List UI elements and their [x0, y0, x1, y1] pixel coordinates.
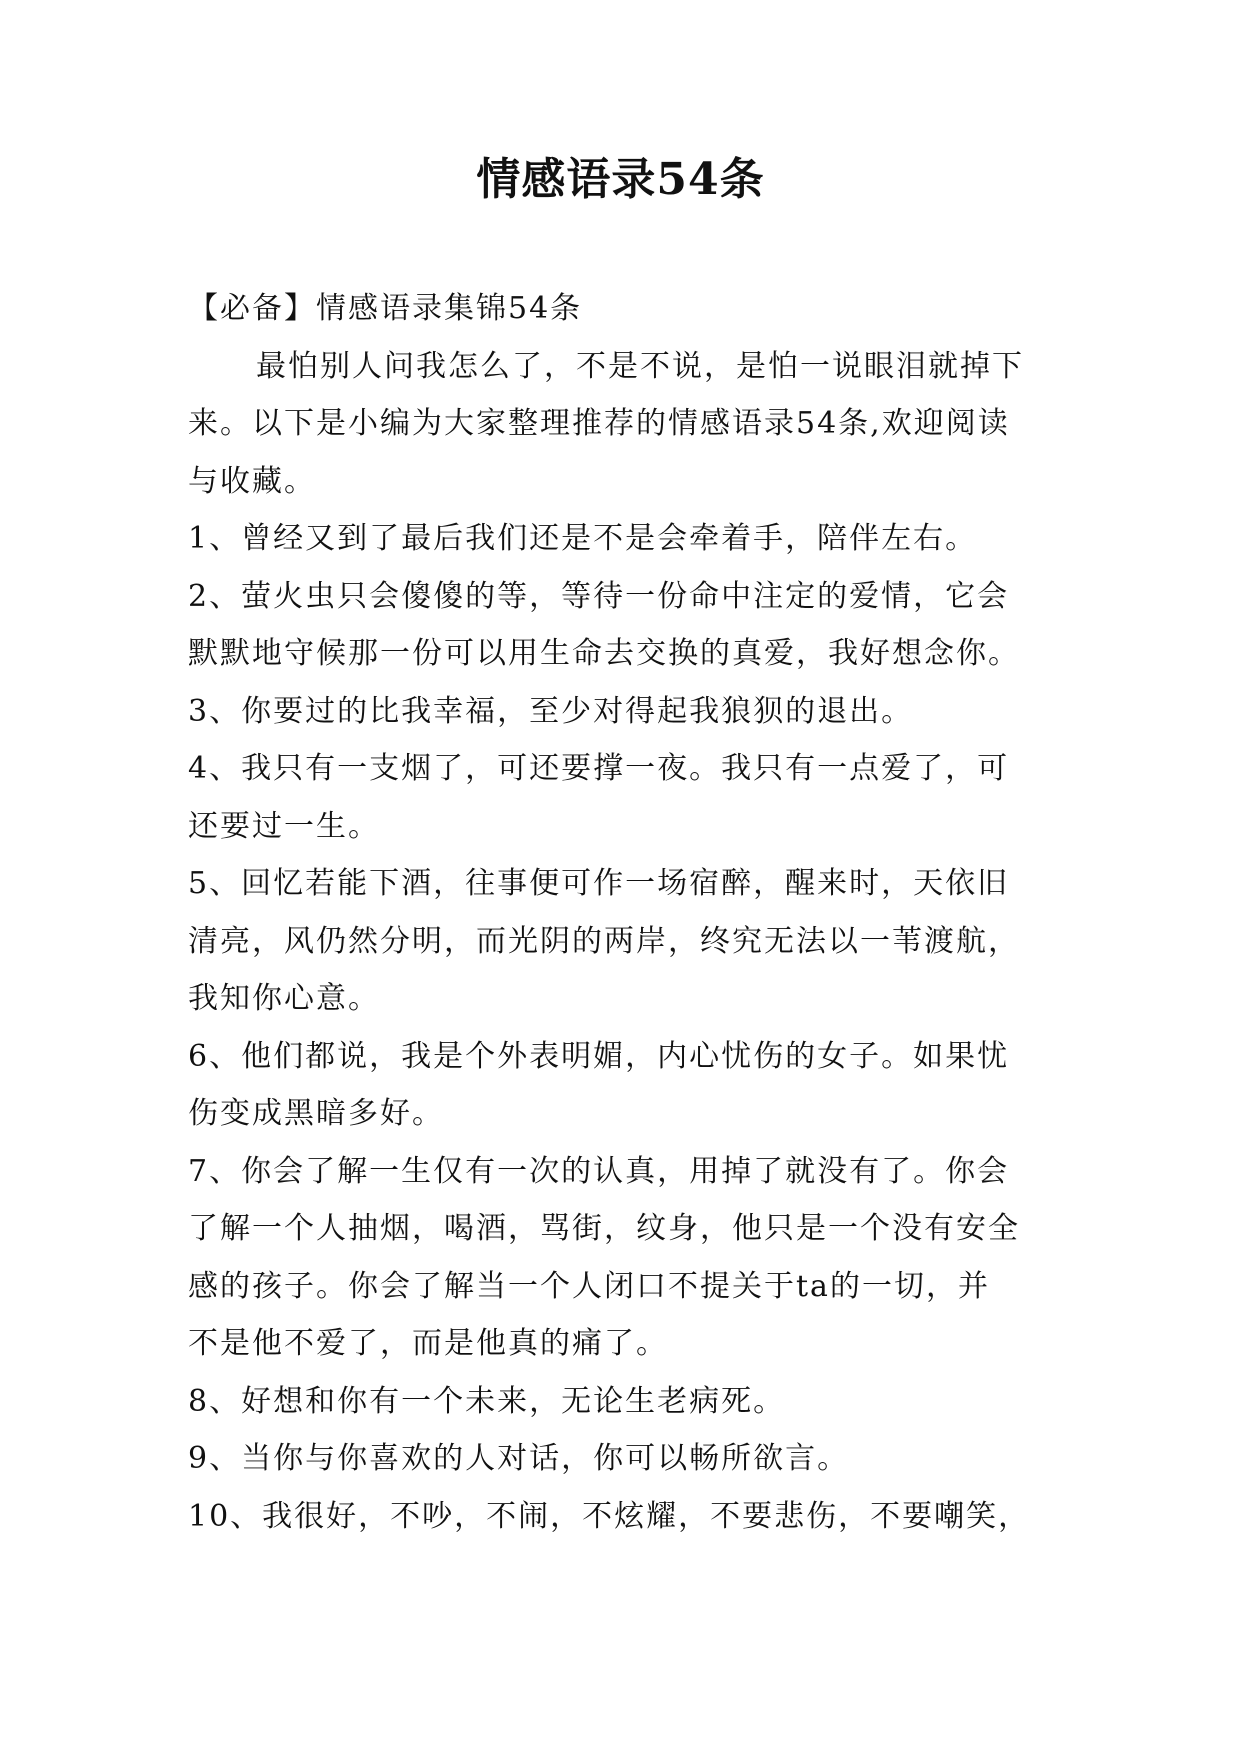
quote-line: 6、他们都说，我是个外表明媚，内心忧伤的女子。如果忧 — [188, 1038, 1010, 1074]
quote-line: 1、曾经又到了最后我们还是不是会牵着手，陪伴左右。 — [188, 521, 978, 556]
quote-line: 了解一个人抽烟，喝酒，骂街，纹身，他只是一个没有安全 — [188, 1211, 1020, 1246]
quote-line: 3、你要过的比我幸福，至少对得起我狼狈的退出。 — [188, 693, 914, 729]
quote-line: 4、我只有一支烟了，可还要撑一夜。我只有一点爱了，可 — [188, 751, 1010, 786]
quote-line: 9、当你与你喜欢的人对话，你可以畅所欲言。 — [188, 1441, 850, 1476]
quote-line: 还要过一生。 — [188, 808, 380, 844]
quote-line: 5、回忆若能下酒，往事便可作一场宿醉，醒来时，天依旧 — [188, 866, 1010, 901]
document-body — [188, 280, 1068, 1545]
intro-line: 最怕别人问我怎么了，不是不说，是怕一说眼泪就掉下 — [256, 348, 1024, 384]
quote-line: 我知你心意。 — [188, 981, 380, 1016]
intro-line: 来。以下是小编为大家整理推荐的情感语录54条,欢迎阅读 — [188, 406, 1010, 441]
quote-line: 感的孩子。你会了解当一个人闭口不提关于ta的一切，并 — [188, 1268, 990, 1304]
document-title: 情感语录54条 — [476, 154, 765, 205]
quote-line: 清亮，风仍然分明，而光阴的两岸，终究无法以一苇渡航， — [188, 923, 1020, 959]
intro-line: 与收藏。 — [188, 463, 316, 499]
subtitle-line: 【必备】情感语录集锦54条 — [188, 291, 583, 326]
quote-line: 伤变成黑暗多好。 — [188, 1096, 444, 1131]
quote-line: 2、萤火虫只会傻傻的等，等待一份命中注定的爱情，它会 — [188, 578, 1010, 614]
quote-line: 不是他不爱了，而是他真的痛了。 — [188, 1326, 668, 1361]
quote-line: 默默地守候那一份可以用生命去交换的真爱，我好想念你。 — [188, 636, 1020, 671]
quote-line: 8、好想和你有一个未来，无论生老病死。 — [188, 1383, 786, 1419]
quote-line: 7、你会了解一生仅有一次的认真，用掉了就没有了。你会 — [188, 1153, 1010, 1189]
quote-line: 10、我很好，不吵，不闹，不炫耀，不要悲伤，不要嘲笑， — [188, 1498, 1031, 1534]
